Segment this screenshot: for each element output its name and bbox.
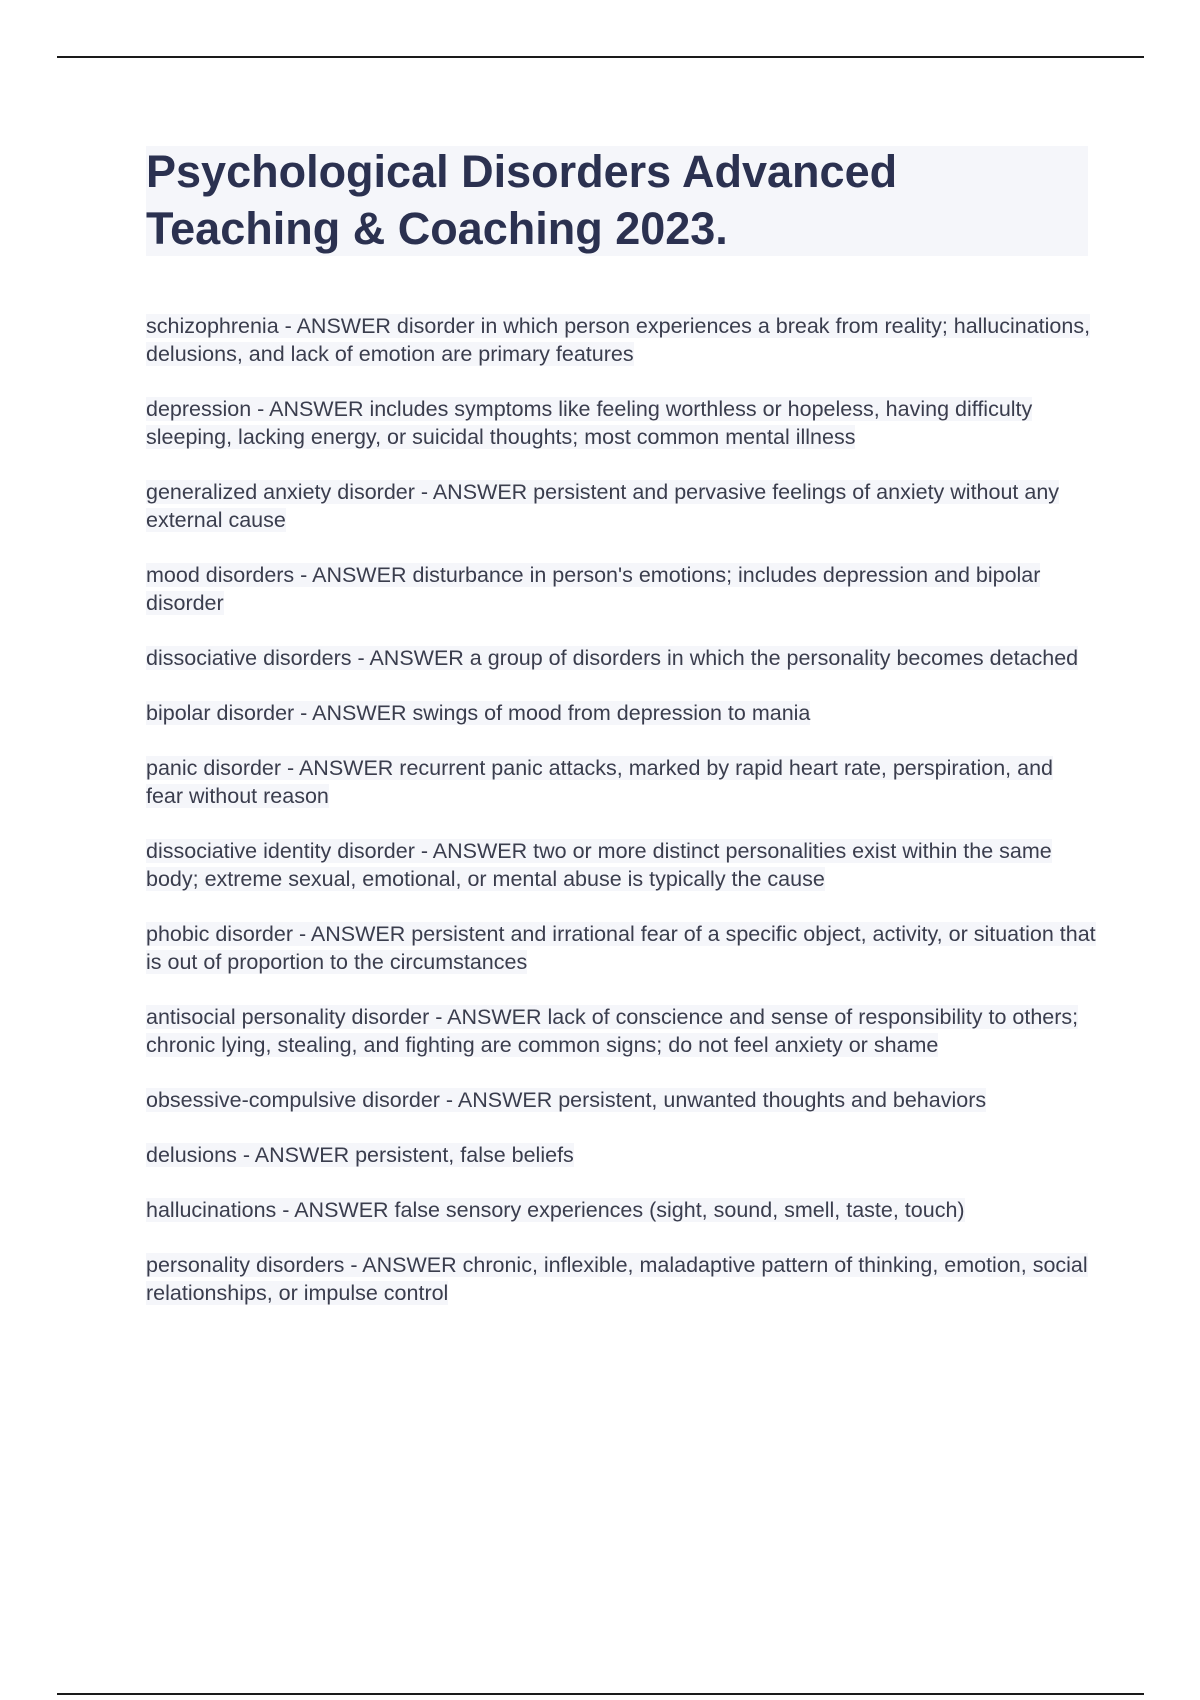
- qa-entry: [146, 837, 1096, 893]
- top-rule: [57, 56, 1144, 58]
- qa-entry-text: dissociative identity disorder - ANSWER two or more distinct personalities exist within the same body; extreme sexual, emotional, or mental abuse is typically the cause: [146, 839, 1052, 891]
- qa-entry-text: schizophrenia - ANSWER disorder in which person experiences a break from reality; hallucinations, delusions, and lack of emotion are primary features: [146, 314, 1091, 366]
- qa-entry: [146, 478, 1096, 534]
- qa-entry: [146, 1141, 1096, 1169]
- qa-entry: [146, 1251, 1096, 1307]
- qa-entry-text: depression - ANSWER includes symptoms like feeling worthless or hopeless, having difficulty sleeping, lacking energy, or suicidal thoughts; most common mental illness: [146, 397, 1033, 449]
- qa-entry-text: phobic disorder - ANSWER persistent and irrational fear of a specific object, activity, or situation that is out of proportion to the circumstances: [146, 922, 1096, 974]
- page-title: Psychological Disorders Advanced Teaching & Coaching 2023.: [146, 146, 898, 254]
- qa-entry: [146, 395, 1096, 451]
- qa-list: [146, 312, 1096, 1334]
- qa-entry: [146, 561, 1096, 617]
- qa-entry: [146, 1086, 1096, 1114]
- qa-entry-text: obsessive-compulsive disorder - ANSWER persistent, unwanted thoughts and behaviors: [146, 1088, 987, 1112]
- qa-entry-text: hallucinations - ANSWER false sensory experiences (sight, sound, smell, taste, touch): [146, 1198, 965, 1222]
- qa-entry: [146, 644, 1096, 672]
- qa-entry: [146, 699, 1096, 727]
- qa-entry-text: mood disorders - ANSWER disturbance in person's emotions; includes depression and bipolar disorder: [146, 563, 1041, 615]
- qa-entry: [146, 312, 1096, 368]
- bottom-rule: [57, 1693, 1144, 1695]
- qa-entry: [146, 920, 1096, 976]
- title-block: [146, 146, 1088, 256]
- qa-entry-text: panic disorder - ANSWER recurrent panic attacks, marked by rapid heart rate, perspiration, and fear without reason: [146, 756, 1053, 808]
- qa-entry-text: generalized anxiety disorder - ANSWER persistent and pervasive feelings of anxiety without any external cause: [146, 480, 1060, 532]
- qa-entry-text: personality disorders - ANSWER chronic, inflexible, maladaptive pattern of thinking, emotion, social relationships, or impulse control: [146, 1253, 1088, 1305]
- qa-entry-text: dissociative disorders - ANSWER a group of disorders in which the personality becomes detached: [146, 646, 1079, 670]
- qa-entry-text: delusions - ANSWER persistent, false beliefs: [146, 1143, 574, 1167]
- qa-entry: [146, 1196, 1096, 1224]
- qa-entry-text: antisocial personality disorder - ANSWER lack of conscience and sense of responsibility to others; chronic lying, stealing, and fighting are common signs; do not feel anxiety or shame: [146, 1005, 1079, 1057]
- qa-entry: [146, 1003, 1096, 1059]
- qa-entry-text: bipolar disorder - ANSWER swings of mood from depression to mania: [146, 701, 811, 725]
- qa-entry: [146, 754, 1096, 810]
